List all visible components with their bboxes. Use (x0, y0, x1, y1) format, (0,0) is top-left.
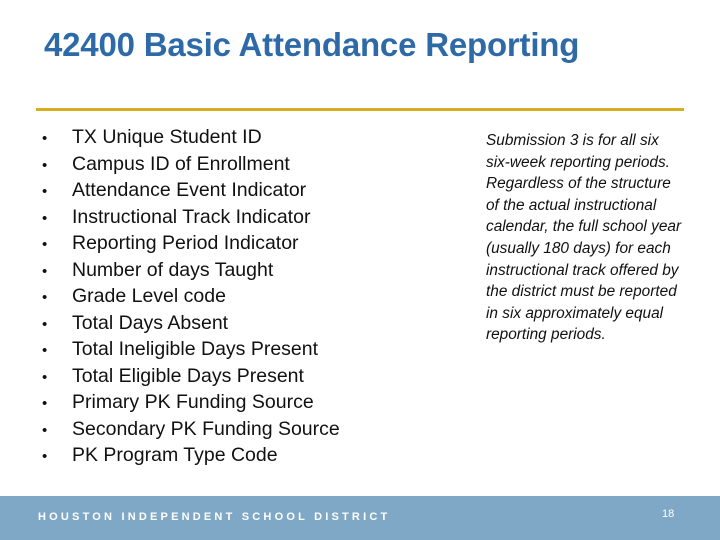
list-item (42, 285, 402, 312)
bullet-icon: • (42, 262, 48, 280)
list-item (42, 444, 402, 471)
list-item (42, 206, 402, 233)
bullet-icon: • (42, 448, 48, 465)
list-item-label: Attendance Event Indicator (72, 179, 307, 201)
bullet-icon: • (42, 183, 48, 200)
list-item (42, 365, 402, 392)
bullet-icon: • (42, 289, 48, 306)
bullet-icon: • (42, 395, 48, 412)
list-item (42, 232, 402, 259)
list-item-label: Number of days Taught (72, 258, 274, 281)
title-divider (36, 108, 684, 111)
bullet-icon: • (42, 368, 48, 386)
list-item (42, 418, 402, 445)
list-item-label: Secondary PK Funding Source (72, 417, 340, 440)
bullet-icon: • (42, 156, 48, 174)
bullet-icon: • (42, 421, 48, 439)
list-item-label: Grade Level code (72, 285, 226, 307)
list-item (42, 153, 402, 180)
list-item (42, 338, 402, 365)
bullet-icon: • (42, 236, 48, 253)
page-number: 18 (662, 508, 675, 520)
list-item (42, 126, 402, 153)
list-item-label: Reporting Period Indicator (72, 232, 299, 254)
bullet-icon: • (42, 342, 48, 359)
footer-bar (0, 496, 720, 540)
list-item-label: Total Ineligible Days Present (72, 338, 319, 360)
organization-name: HOUSTON INDEPENDENT SCHOOL DISTRICT (38, 511, 391, 523)
list-item (42, 259, 402, 286)
list-item (42, 179, 402, 206)
list-item-label: Primary PK Funding Source (72, 391, 314, 413)
submission-note: Submission 3 is for all six six-week reporting periods. Regardless of the structure of the actual instructional calendar, the full school year (usually 180 days) for each instructional track offered by the district must be reported in six approximately equal reporting periods. (486, 132, 682, 344)
list-item-label: TX Unique Student ID (72, 126, 262, 148)
bullet-icon: • (42, 209, 48, 227)
list-item-label: PK Program Type Code (72, 444, 278, 466)
field-bullet-list (42, 126, 402, 471)
list-item-label: Instructional Track Indicator (72, 205, 311, 228)
list-item-label: Total Days Absent (72, 311, 229, 334)
list-item (42, 312, 402, 339)
list-item-label: Campus ID of Enrollment (72, 152, 290, 175)
bullet-icon: • (42, 130, 48, 147)
list-item (42, 391, 402, 418)
bullet-icon: • (42, 315, 48, 333)
list-item-label: Total Eligible Days Present (72, 364, 304, 387)
page-title: 42400 Basic Attendance Reporting (44, 26, 580, 63)
